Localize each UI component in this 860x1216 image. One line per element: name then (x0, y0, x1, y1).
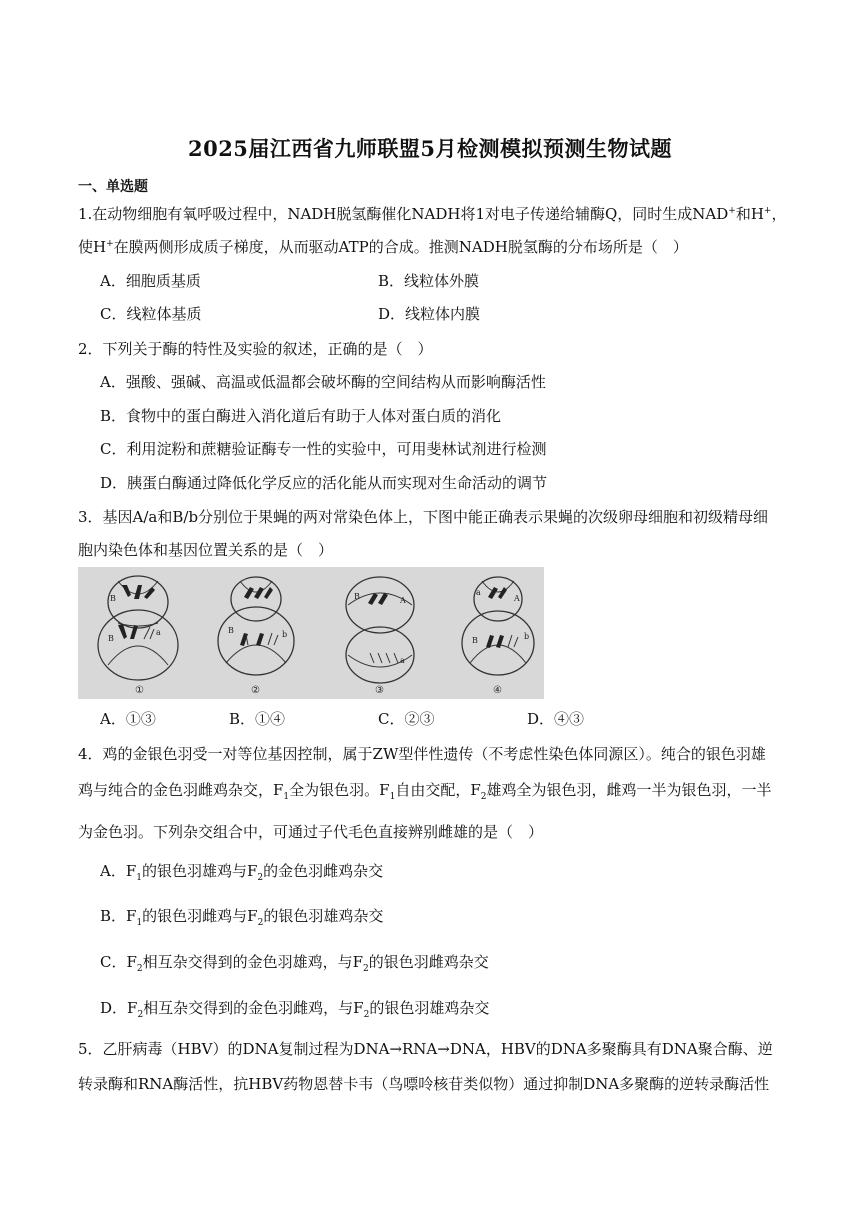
q4-text: 雄鸡全为银色羽，雌鸡一半为银色羽，一半 (486, 781, 772, 799)
cell-4-chromosomes (486, 587, 507, 648)
section-heading: 一、单选题 (78, 179, 148, 195)
gene-label: B (110, 594, 116, 603)
cell-4 (462, 577, 534, 675)
gene-label: A (514, 594, 520, 603)
q1-option-a[interactable]: A．细胞质基质 (100, 272, 201, 290)
q1-option-d[interactable]: D．线粒体内膜 (378, 305, 481, 323)
figure-label-2: ② (251, 685, 260, 696)
gene-label: b (282, 630, 288, 639)
q4-opt-text: 的银色羽雌鸡杂交 (368, 953, 489, 971)
q1-text: ， (771, 205, 787, 223)
cell-2-chromosomes (240, 587, 273, 646)
q4-opt-text: 的银色羽雌鸡与F (142, 907, 258, 925)
q4-opt-sub: 2 (137, 1010, 144, 1020)
q4-opt-sub: 1 (136, 918, 143, 928)
q4-sub: 1 (389, 792, 396, 802)
gene-label: A (400, 596, 406, 605)
q4-stem-line2 (78, 779, 771, 802)
q4-opt-text: 的银色羽雄鸡杂交 (369, 999, 490, 1017)
q4-stem-line1: 4．鸡的金银色羽受一对等位基因控制，属于ZW型伴性遗传（不考虑性染色体同源区）。纯合的银色羽雄 (78, 745, 766, 763)
figure-label-3: ③ (375, 685, 384, 696)
q1-text: 在膜两侧形成质子梯度，从而驱动ATP的合成。推测NADH脱氢酶的分布场所是（ ） (113, 238, 688, 256)
q4-option-c[interactable] (100, 951, 489, 974)
q4-opt-sub: 2 (363, 964, 369, 974)
q4-text: 全为银色羽。F (289, 781, 390, 799)
q3-option-a[interactable]: A．①③ (100, 710, 156, 728)
q3-option-c[interactable]: C．②③ (378, 710, 435, 728)
q4-opt-text: D．F (100, 999, 138, 1017)
q4-stem-line3: 为金色羽。下列杂交组合中，可通过子代毛色直接辨别雌雄的是（ ） (78, 823, 544, 841)
q4-text: 自由交配，F (395, 781, 481, 799)
q4-opt-text: 相互杂交得到的金色羽雄鸡，与F (142, 953, 364, 971)
q4-option-b[interactable] (100, 905, 383, 928)
q1-stem-line2 (78, 236, 688, 257)
gene-label: a (476, 588, 481, 597)
q2-option-d[interactable]: D．胰蛋白酶通过降低化学反应的活化能从而实现对生命活动的调节 (100, 474, 548, 492)
q4-text: 鸡与纯合的金色羽雌鸡杂交，F (78, 781, 284, 799)
q4-opt-sub: 1 (136, 873, 142, 883)
q4-option-d[interactable] (100, 997, 489, 1020)
gene-label: a (400, 656, 405, 665)
figure-label-4: ④ (493, 685, 502, 696)
q1-sup: + (728, 206, 736, 216)
q2-stem: 2．下列关于酶的特性及实验的叙述，正确的是（ ） (78, 340, 433, 358)
q2-option-b[interactable]: B．食物中的蛋白酶进入消化道后有助于人体对蛋白质的消化 (100, 407, 502, 425)
q4-sub: 2 (480, 792, 487, 802)
q4-opt-text: 的银色羽雄鸡与F (141, 862, 258, 880)
gene-label: B (354, 592, 360, 601)
q1-text: 和H (735, 205, 764, 223)
q4-opt-sub: 2 (136, 964, 143, 974)
q2-option-c[interactable]: C．利用淀粉和蔗糖验证酶专一性的实验中，可用斐林试剂进行检测 (100, 440, 547, 458)
q3-option-b[interactable]: B．①④ (229, 710, 286, 728)
q1-option-b[interactable]: B．线粒体外膜 (378, 272, 480, 290)
q3-stem-line2: 胞内染色体和基因位置关系的是（ ） (78, 541, 334, 559)
q1-sup: + (106, 239, 114, 249)
q2-option-a[interactable]: A．强酸、强碱、高温或低温都会破坏酶的空间结构从而影响酶活性 (100, 373, 546, 391)
q1-sup: + (763, 206, 772, 216)
q1-text: 使H (78, 238, 107, 256)
q4-opt-sub: 2 (257, 918, 264, 928)
q4-opt-text: 相互杂交得到的金色羽雌鸡，与F (143, 999, 364, 1017)
q4-opt-text: 的银色羽雄鸡杂交 (263, 907, 384, 925)
gene-label: B (228, 626, 234, 635)
figure-label-1: ① (135, 685, 144, 696)
q3-option-d[interactable]: D．④③ (527, 710, 585, 728)
gene-label: b (524, 632, 530, 641)
q4-opt-sub: 2 (257, 873, 264, 883)
exam-title: 2025届江西省九师联盟5月检测模拟预测生物试题 (187, 136, 673, 161)
q5-stem-line2: 转录酶和RNA酶活性，抗HBV药物恩替卡韦（鸟嘌呤核苷类似物）通过抑制DNA多聚酶的逆转录酶活性 (78, 1075, 770, 1093)
q1-text: 1.在动物细胞有氧呼吸过程中，NADH脱氢酶催化NADH将1对电子传递给辅酶Q，同时生成NAD (78, 205, 729, 223)
q4-opt-text: 的金色羽雌鸡杂交 (263, 862, 384, 880)
q5-stem-line1: 5．乙肝病毒（HBV）的DNA复制过程为DNA→RNA→DNA，HBV的DNA多聚酶具有DNA聚合酶、逆 (78, 1040, 773, 1058)
q4-sub: 1 (283, 792, 290, 802)
q4-opt-text: A．F (100, 862, 137, 880)
gene-label: B (472, 636, 478, 645)
q4-opt-text: C．F (100, 953, 137, 971)
q3-stem-line1: 3．基因A/a和B/b分别位于果蝇的两对常染色体上，下图中能正确表示果蝇的次级卵母细胞和初级精母细 (78, 508, 769, 526)
q4-opt-text: B．F (100, 907, 137, 925)
q4-opt-sub: 2 (363, 1010, 370, 1020)
q4-option-a[interactable] (100, 860, 383, 883)
cell-3-chromosomes (368, 593, 388, 605)
gene-label: a (156, 628, 161, 637)
cell-division-figure (78, 567, 544, 699)
q1-stem-line1 (78, 203, 786, 224)
q1-option-c[interactable]: C．线粒体基质 (100, 305, 202, 323)
gene-label: B (108, 634, 114, 643)
cell-diagrams-svg (78, 567, 544, 699)
